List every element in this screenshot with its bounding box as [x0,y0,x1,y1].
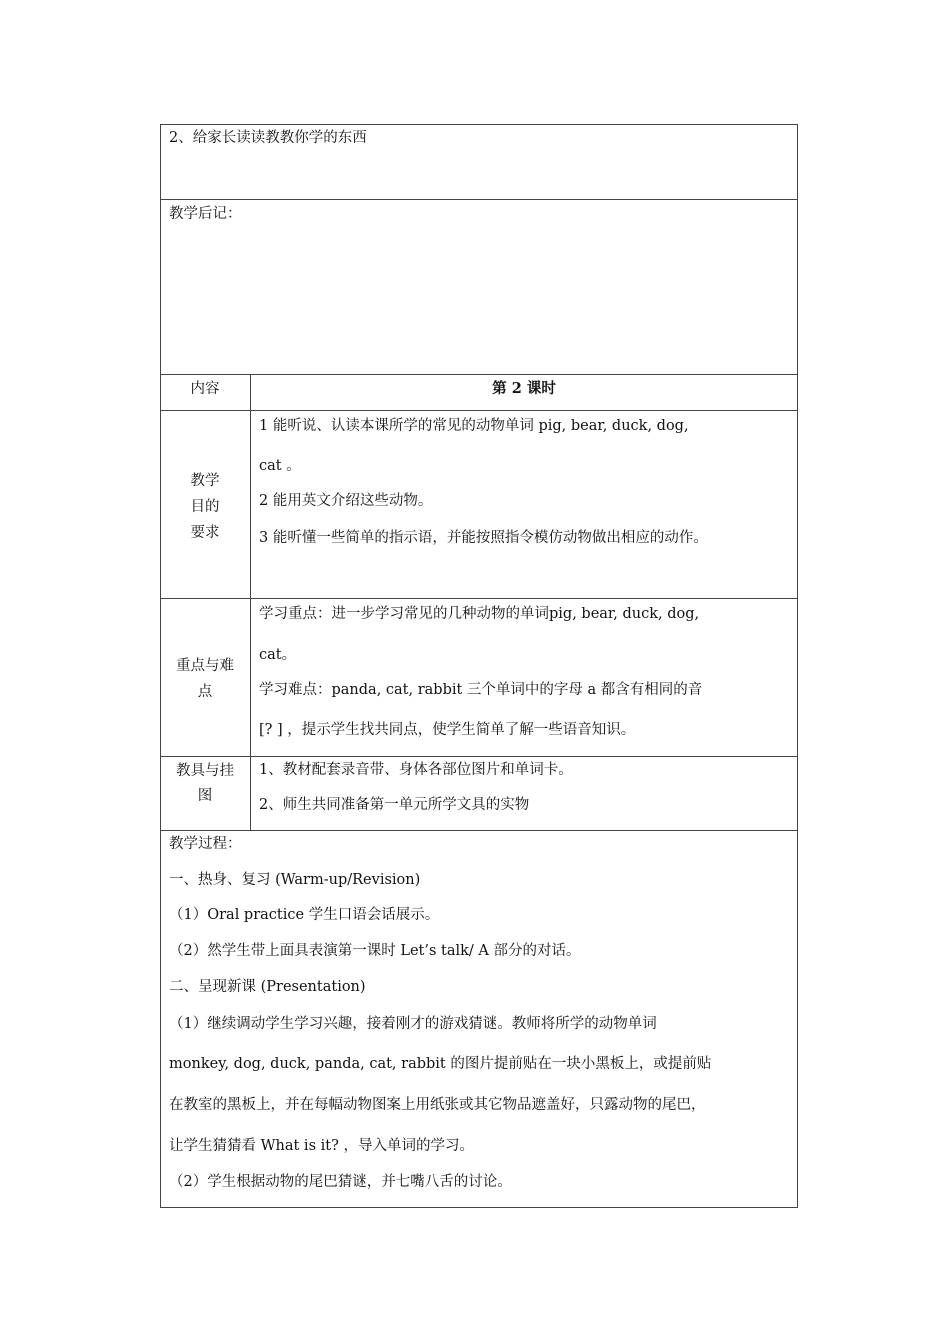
row-divider [160,598,798,599]
lesson-title: 第 2 课时 [492,380,556,397]
reflection-row [160,199,798,375]
reflection-label: 教学后记： [169,206,242,222]
document-page: 2、给家长读读教教你学的东西 教学后记： 内容 第 2 课时 教学 目的 要求 1 能听说、认读本课所学的常见的动物单词 pig, bear, duck, dog, cat 。 2 能用英文介绍这些动物。 3 能听懂一些简单的指示语，并能按照指令模仿动物做出相应的动作。 重点与难 点 学习重点：进一步学习常见的几种动物的单词pig, bear, duck, dog, cat。 学习难点：panda, cat, rabbit 三个单词中的字母 a 都含有相同的音 [? ] ，提示学生找共同点，使学生简单了解一些语音知识。 教具与挂 图 1、教材配套录音带、身体各部位图片和单词卡。 2、师生共同准备第一单元所学文具的实物 教学过程： 一、热身、复习 (Warm-up/Revision) （1）Oral practice 学生口语会话展示。 （2）然学生带上面具表演第一课时 Let’s talk/ A 部分的对话。 二、呈现新课 (Presentation) （1）继续调动学生学习兴趣，接着刚才的游戏猜谜。教师将所学的动物单词 monkey, dog, duck, panda, cat, rabbit 的图片提前贴在一块小黑板上，或提前贴 在教室的黑板上，并在每幅动物图案上用纸张或其它物品遮盖好，只露动物的尾巴， 让学生猜猜看 What is it? ，导入单词的学习。 （2）学生根据动物的尾巴猜谜，并七嘴八舌的讨论。 [0,0,950,1344]
content-label: 内容 [190,381,220,397]
homework-text: 2、给家长读读教教你学的东西 [169,130,367,146]
column-divider [250,374,251,831]
row-divider [160,756,798,757]
row-divider [160,410,798,411]
process-heading: 教学过程： [169,836,242,852]
